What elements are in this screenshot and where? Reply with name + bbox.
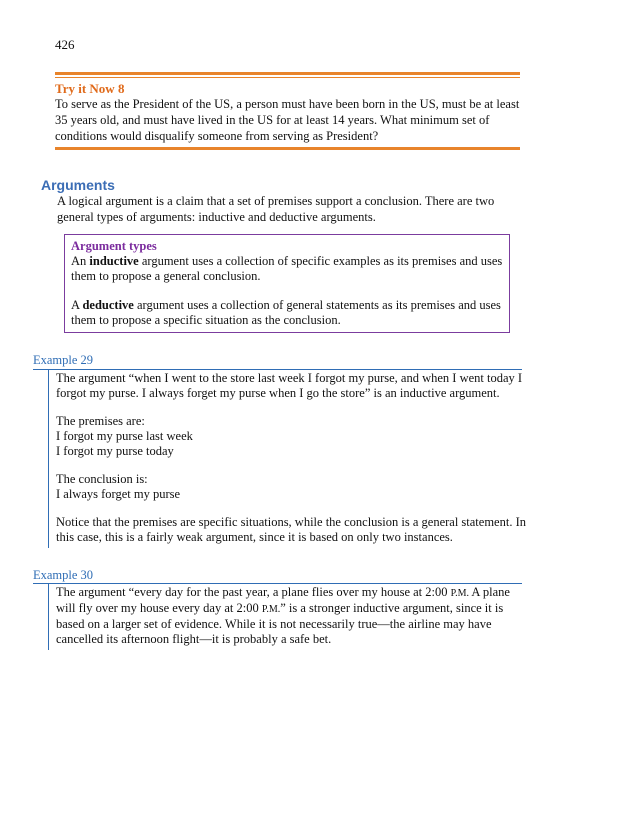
example-29-statement: The argument “when I went to the store last week I forgot my purse, and when I went today I forgot my purse. I always forget my purse when I go the store” is an inductive argument. <box>56 371 523 400</box>
example-29-body <box>48 370 530 548</box>
try-it-top-rule <box>55 72 520 75</box>
example-29-notice: Notice that the premises are specific situations, while the conclusion is a general statement. In this case, this is a fairly weak argument, since it is based on only two instances. <box>56 515 526 544</box>
page-number: 426 <box>55 37 75 52</box>
try-it-now-box <box>55 72 520 150</box>
deductive-prefix: A <box>71 298 83 312</box>
example-30-body <box>48 584 530 650</box>
inductive-text: argument uses a collection of specific examples as its premises and uses them to propose a general conclusion. <box>71 254 503 283</box>
try-it-thin-rule <box>55 77 520 78</box>
example-30-text-2: A plane will fly over my house every day at 2:00 <box>56 585 510 615</box>
inductive-prefix: An <box>71 254 90 268</box>
premises-heading: The premises are: <box>56 414 145 428</box>
pm-abbrev-1: P.M. <box>450 588 469 599</box>
premise-2: I forgot my purse today <box>56 444 174 458</box>
example-30-text-1: The argument “every day for the past year, a plane flies over my house at 2:00 <box>56 585 451 599</box>
conclusion: I always forget my purse <box>56 487 181 501</box>
section-intro: A logical argument is a claim that a set of premises support a conclusion. There are two general types of arguments: inductive and deductive arguments. <box>57 194 495 224</box>
conclusion-heading: The conclusion is: <box>56 472 148 486</box>
section-heading: Arguments <box>41 177 115 193</box>
inductive-term: inductive <box>89 254 139 268</box>
try-it-bottom-rule <box>55 147 520 150</box>
premise-1: I forgot my purse last week <box>56 429 193 443</box>
argument-types-title: Argument types <box>71 239 157 253</box>
inductive-definition <box>71 254 503 284</box>
try-it-text: To serve as the President of the US, a person must have been born in the US, must be at least 35 years old, and must have lived in the US for at least 14 years. What minimum set of conditions would disqualify someone from serving as President? <box>55 97 520 143</box>
example-29-label: Example 29 <box>33 353 94 367</box>
deductive-definition <box>71 298 503 328</box>
pm-abbrev-2: P.M. <box>261 604 281 615</box>
try-it-title: Try it Now 8 <box>55 81 125 96</box>
deductive-term: deductive <box>82 298 134 312</box>
example-30-label: Example 30 <box>33 568 94 582</box>
deductive-text: argument uses a collection of general statements as its premises and uses them to propose a specific situation as the conclusion. <box>71 298 501 327</box>
example-30-statement <box>56 585 530 647</box>
argument-types-box <box>64 234 510 333</box>
example-30-text-3: ” is a stronger inductive argument, since it is based on a larger set of evidence. While it is not necessarily true—the airline may have cancelled its afternoon flight—it is probably a safe bet. <box>56 601 504 646</box>
